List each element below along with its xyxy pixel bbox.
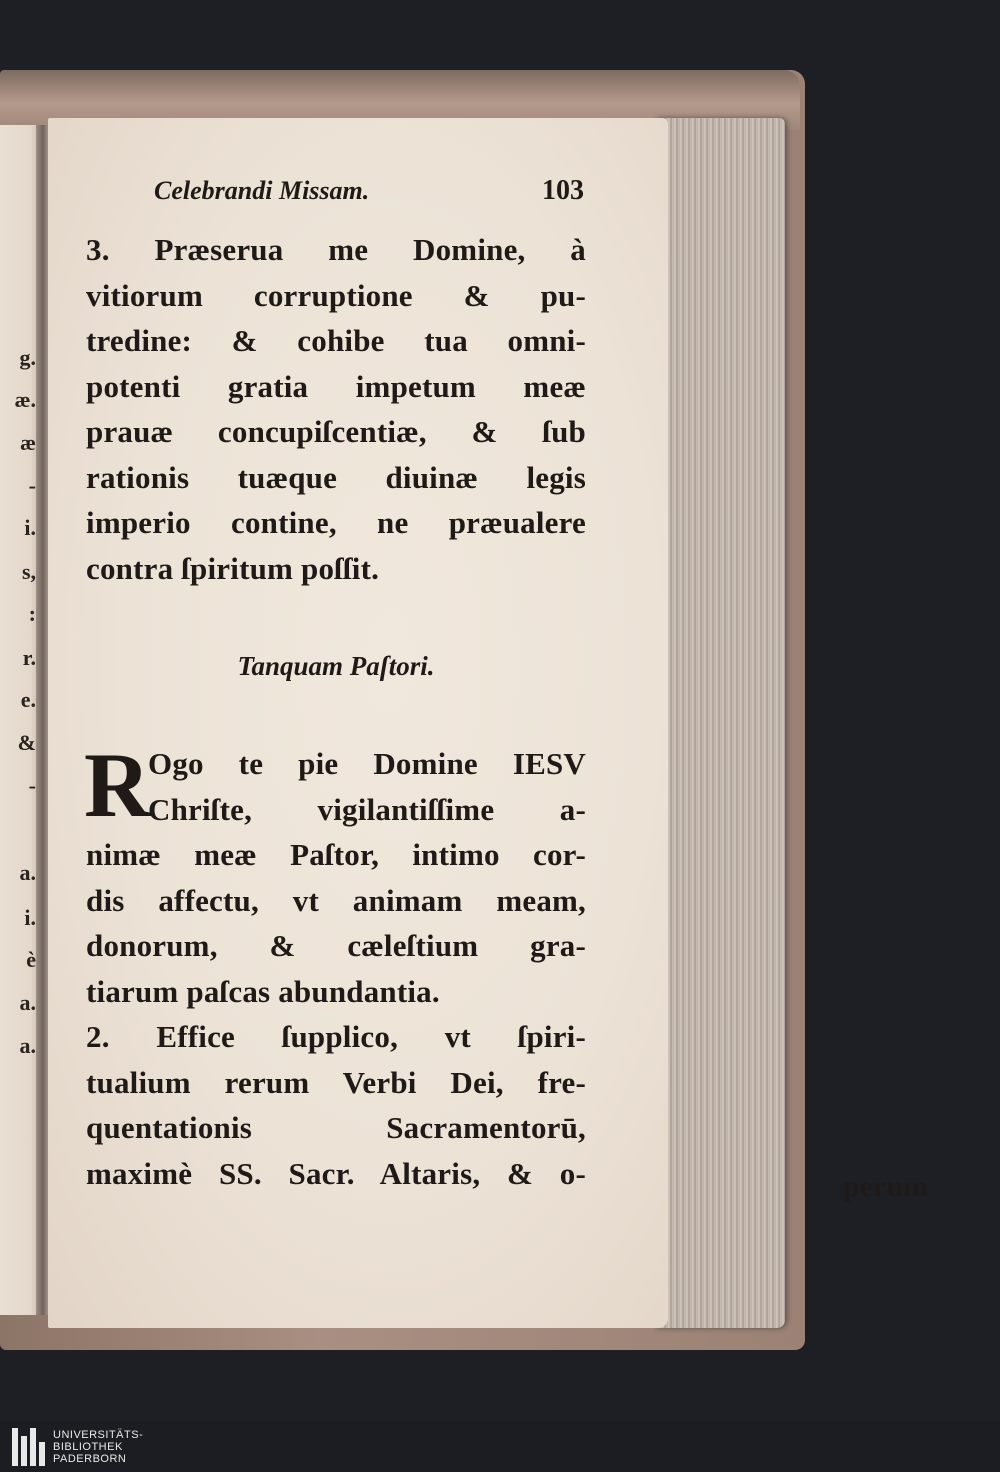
left-fragment: a. bbox=[19, 990, 36, 1015]
text-line: tredine: & cohibe tua omni- bbox=[86, 323, 586, 358]
text-line: rationis tuæque diuinæ legis bbox=[86, 459, 586, 495]
paragraph-1 bbox=[86, 227, 586, 591]
left-fragment: a. bbox=[19, 1033, 36, 1058]
text-line: potenti gratia impetum meæ bbox=[86, 368, 586, 404]
text-line: contra ſpiritum poſſit. bbox=[86, 550, 380, 586]
text-line: tualium rerum Verbi Dei, fre- bbox=[86, 1064, 586, 1100]
logo-line: BIBLIOTHEK bbox=[53, 1441, 123, 1453]
left-fragment: æ. bbox=[14, 387, 36, 412]
left-fragment: - bbox=[28, 473, 36, 498]
left-fragment: s, bbox=[21, 559, 36, 584]
text-line: 2. Effice ſupplico, vt ſpiri- bbox=[86, 1019, 586, 1054]
left-fragment: æ bbox=[20, 430, 36, 455]
left-fragment: e. bbox=[20, 687, 36, 712]
text-line: vitiorum corruptione & pu- bbox=[86, 277, 586, 313]
text-line: donorum, & cæleſtium gra- bbox=[86, 928, 586, 963]
page-number: 103 bbox=[542, 175, 584, 206]
library-logo-icon bbox=[12, 1428, 45, 1466]
running-head: Celebrandi Missam. bbox=[154, 176, 370, 205]
page-text bbox=[86, 175, 586, 1196]
left-fragment: g. bbox=[19, 345, 36, 370]
logo-line: PADERBORN bbox=[53, 1453, 127, 1465]
text-line: nimæ meæ Paſtor, intimo cor- bbox=[86, 837, 586, 872]
drop-cap: R bbox=[84, 734, 151, 836]
footer-bar bbox=[0, 1422, 1000, 1472]
text-line: imperio contine, ne præualere bbox=[86, 505, 586, 540]
text-line: Ogo te pie Domine IESV bbox=[148, 746, 586, 781]
text-line: dis affectu, vt animam meam, bbox=[86, 882, 586, 918]
paragraph-2 bbox=[84, 734, 586, 1196]
text-line: 3. Præserua me Domine, à bbox=[86, 232, 586, 267]
left-fragment: : bbox=[28, 601, 36, 626]
left-fragment: & bbox=[17, 730, 36, 755]
section-title: Tanquam Paſtori. bbox=[237, 651, 435, 681]
logo-line: UNIVERSITÄTS- bbox=[53, 1429, 144, 1441]
text-line: prauæ concupiſcentiæ, & ſub bbox=[86, 414, 586, 449]
left-fragment: i. bbox=[24, 515, 36, 540]
catchword: perum bbox=[843, 1170, 928, 1203]
text-line: maximè SS. Sacr. Altaris, & o- bbox=[86, 1155, 586, 1191]
text-line: Chriſte, vigilantiſſime a- bbox=[148, 791, 586, 827]
left-fragment: - bbox=[28, 773, 36, 798]
page-header bbox=[86, 175, 586, 227]
page-edges bbox=[655, 118, 785, 1328]
left-fragment: r. bbox=[22, 645, 36, 670]
text-line: tiarum paſcas abundantia. bbox=[86, 973, 440, 1009]
text-line: quentationis Sacramentorū, bbox=[86, 1110, 586, 1145]
left-fragment: i. bbox=[24, 905, 36, 930]
left-fragment: è bbox=[26, 947, 36, 972]
library-logo-text bbox=[53, 1429, 143, 1465]
library-logo bbox=[12, 1428, 143, 1466]
left-fragment: a. bbox=[19, 860, 36, 885]
